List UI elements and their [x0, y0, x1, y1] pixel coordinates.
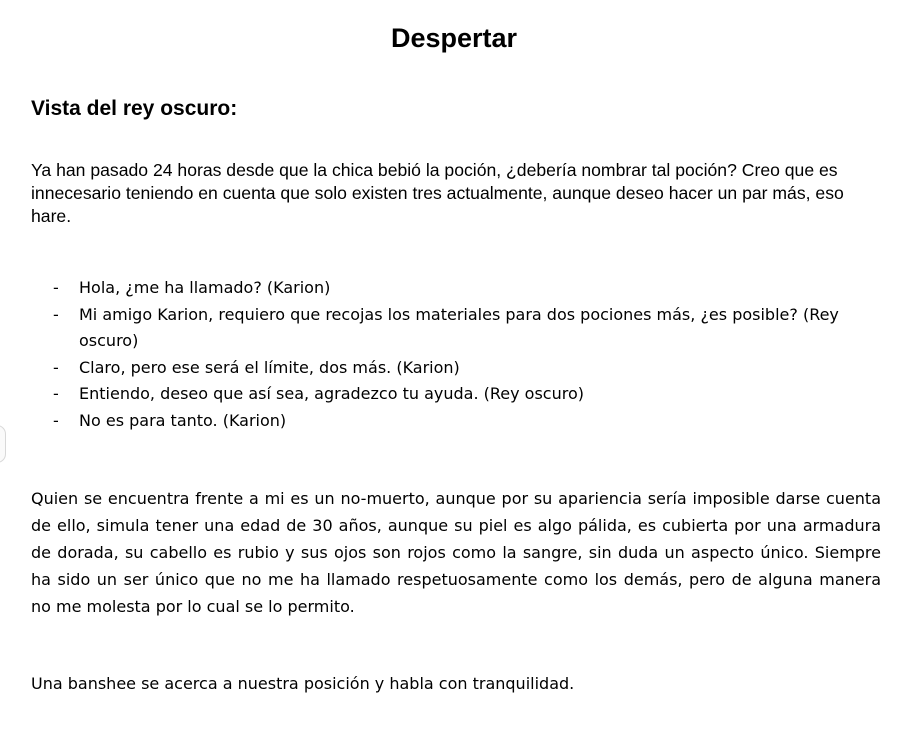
dialogue-text: Mi amigo Karion, requiero que recojas los materiales para dos pociones más, ¿es posible? (Rey oscuro) — [79, 304, 839, 350]
closing-paragraph: Una banshee se acerca a nuestra posición y habla con tranquilidad. — [31, 674, 575, 693]
section-heading: Vista del rey oscuro: — [31, 97, 238, 120]
dialogue-text: Hola, ¿me ha llamado? (Karion) — [79, 278, 331, 297]
description-paragraph: Quien se encuentra frente a mi es un no-muerto, aunque por su apariencia sería imposible darse cuenta de ello, simula tener una edad de 30 años, aunque su piel es algo pálida, es cubierta por una armadura de dorada, su cabello es rubio y sus ojos son rojos como la sangre, sin duda un aspecto único. Siempre ha sido un ser único que no me ha llamado respetuosamente como los demás, pero de alguna manera no me molesta por lo cual se lo permito. — [31, 489, 881, 616]
dialogue-line — [31, 381, 883, 408]
dialogue-dash: - — [53, 304, 59, 324]
dialogue-dash: - — [53, 357, 59, 377]
dialogue-text: Entiendo, deseo que así sea, agradezco tu ayuda. (Rey oscuro) — [79, 384, 584, 403]
dialogue-list — [31, 275, 883, 434]
page-edge-handle — [0, 425, 6, 463]
dialogue-dash: - — [53, 384, 59, 403]
intro-paragraph: Ya han pasado 24 horas desde que la chica bebió la poción, ¿debería nombrar tal poción? Creo que es innecesario teniendo en cuenta que solo existen tres actualmente, aunque deseo hacer un par más, eso hare. — [31, 160, 844, 226]
dialogue-text: No es para tanto. (Karion) — [79, 410, 287, 430]
document-title: Despertar — [390, 23, 518, 53]
dialogue-dash: - — [53, 278, 59, 297]
dialogue-line — [31, 408, 883, 435]
dialogue-dash: - — [53, 410, 59, 430]
dialogue-line — [31, 275, 883, 302]
dialogue-line — [31, 355, 883, 382]
dialogue-line — [31, 302, 883, 355]
dialogue-text: Claro, pero ese será el límite, dos más. (Karion) — [79, 357, 460, 377]
